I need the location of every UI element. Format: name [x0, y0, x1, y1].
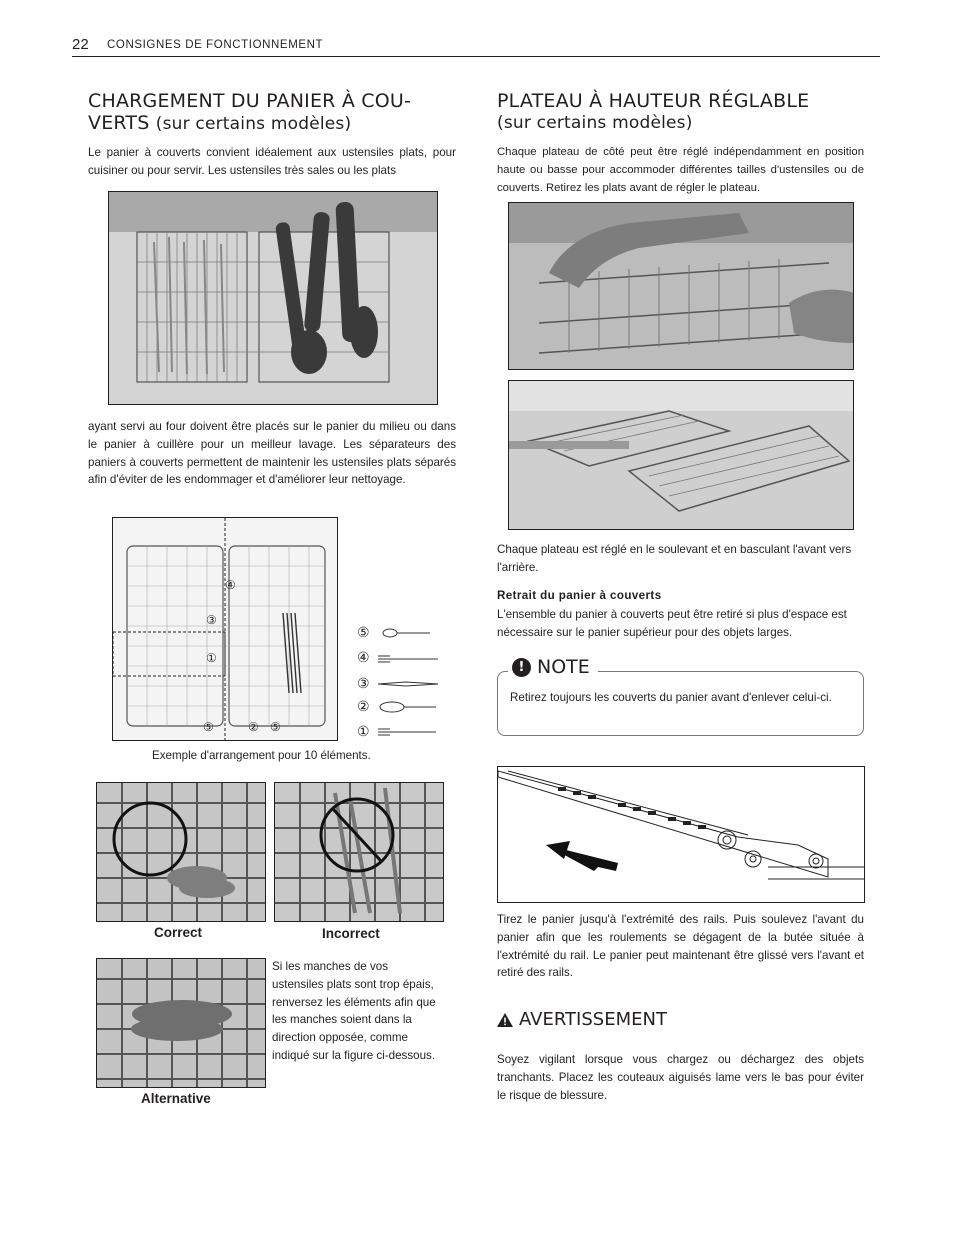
arrangement-diagram	[112, 517, 338, 741]
legend-1: ①	[357, 723, 370, 739]
after-photos-text: Chaque plateau est réglé en le soulevant et en basculant l'avant vers l'arrière.	[497, 543, 852, 574]
section-title: CONSIGNES DE FONCTIONNEMENT	[107, 39, 324, 51]
diagram-caption: Exemple d'arrangement pour 10 éléments.	[152, 749, 371, 762]
alternative-photo	[96, 958, 266, 1088]
rail-illustration	[497, 766, 865, 903]
left-intro-text: Le panier à couverts convient idéalement aux ustensiles plats, pour cuisiner ou pour servir. Les ustensiles très sales ou les plats	[88, 146, 456, 177]
left-heading-line2: VERTS	[88, 112, 150, 134]
warning-triangle-icon	[497, 1013, 513, 1027]
diagram-marker-3: ③	[206, 613, 217, 627]
left-heading-line1: CHARGEMENT DU PANIER À COU-	[88, 90, 412, 112]
rail-text: Tirez le panier jusqu'à l'extrémité des rails. Puis soulevez l'avant du panier afin que les roulements se dégagent de la butée située à l'extrémité du rail. Le panier peut maintenant être glissé vers l'avant et retiré des rails.	[497, 913, 864, 980]
correct-photo	[96, 782, 266, 922]
incorrect-photo	[274, 782, 444, 922]
utensil-legend-icons	[376, 622, 442, 742]
note-label: NOTE	[537, 656, 590, 678]
removal-heading: Retrait du panier à couverts	[497, 589, 662, 602]
diagram-marker-5a: ⑤	[203, 720, 214, 734]
warning-text: Soyez vigilant lorsque vous chargez ou déchargez des objets tranchants. Placez les couteaux aiguisés lame vers le bas pour éviter le risque de blessure.	[497, 1053, 864, 1102]
left-heading-sub: (sur certains modèles)	[155, 114, 352, 134]
header-rule	[72, 56, 880, 57]
warning-title	[497, 1009, 667, 1030]
right-heading	[497, 90, 877, 134]
label-incorrect: Incorrect	[322, 926, 380, 941]
right-intro-text: Chaque plateau de côté peut être réglé indépendamment en position haute ou basse pour accommoder différentes tailles d'ustensiles ou de couverts. Retirez les plats avant de régler le plateau.	[497, 146, 864, 194]
right-heading-title: PLATEAU À HAUTEUR RÉGLABLE	[497, 90, 810, 112]
page-number: 22	[72, 36, 89, 53]
note-text: Retirez toujours les couverts du panier avant d'enlever celui-ci.	[510, 691, 832, 704]
alternative-text: Si les manches de vos ustensiles plats sont trop épais, renversez les éléments afin que les manches soient dans la direction opposée, comme indiqué sur la figure ci-dessous.	[272, 960, 436, 1062]
cutlery-basket-photo	[108, 191, 438, 405]
legend-5: ⑤	[357, 624, 370, 640]
label-correct: Correct	[154, 925, 203, 940]
adjust-tray-photo-2	[508, 380, 854, 530]
adjust-tray-photo-1	[508, 202, 854, 370]
diagram-marker-5b: ⑤	[270, 720, 281, 734]
note-title	[508, 656, 598, 678]
left-heading	[88, 90, 458, 135]
exclamation-icon: !	[512, 658, 531, 677]
right-heading-sub: (sur certains modèles)	[497, 113, 693, 133]
removal-text: L'ensemble du panier à couverts peut être retiré si plus d'espace est nécessaire sur le panier supérieur pour des objets larges.	[497, 608, 847, 639]
warning-label: AVERTISSEMENT	[519, 1009, 667, 1030]
legend-3: ③	[357, 675, 370, 691]
diagram-marker-1: ①	[206, 651, 217, 665]
diagram-marker-4: ④	[225, 578, 236, 592]
label-alternative: Alternative	[141, 1091, 211, 1106]
legend-2: ②	[357, 698, 370, 714]
legend-4: ④	[357, 649, 370, 665]
diagram-marker-2: ②	[248, 720, 259, 734]
left-continuation-text: ayant servi au four doivent être placés sur le panier du milieu ou dans le panier à cuillère pour un meilleur lavage. Les séparateurs des paniers à couverts permettent de maintenir les ustensiles plats séparés afin d'éviter de les endommager et d'améliorer leur nettoyage.	[88, 420, 456, 487]
